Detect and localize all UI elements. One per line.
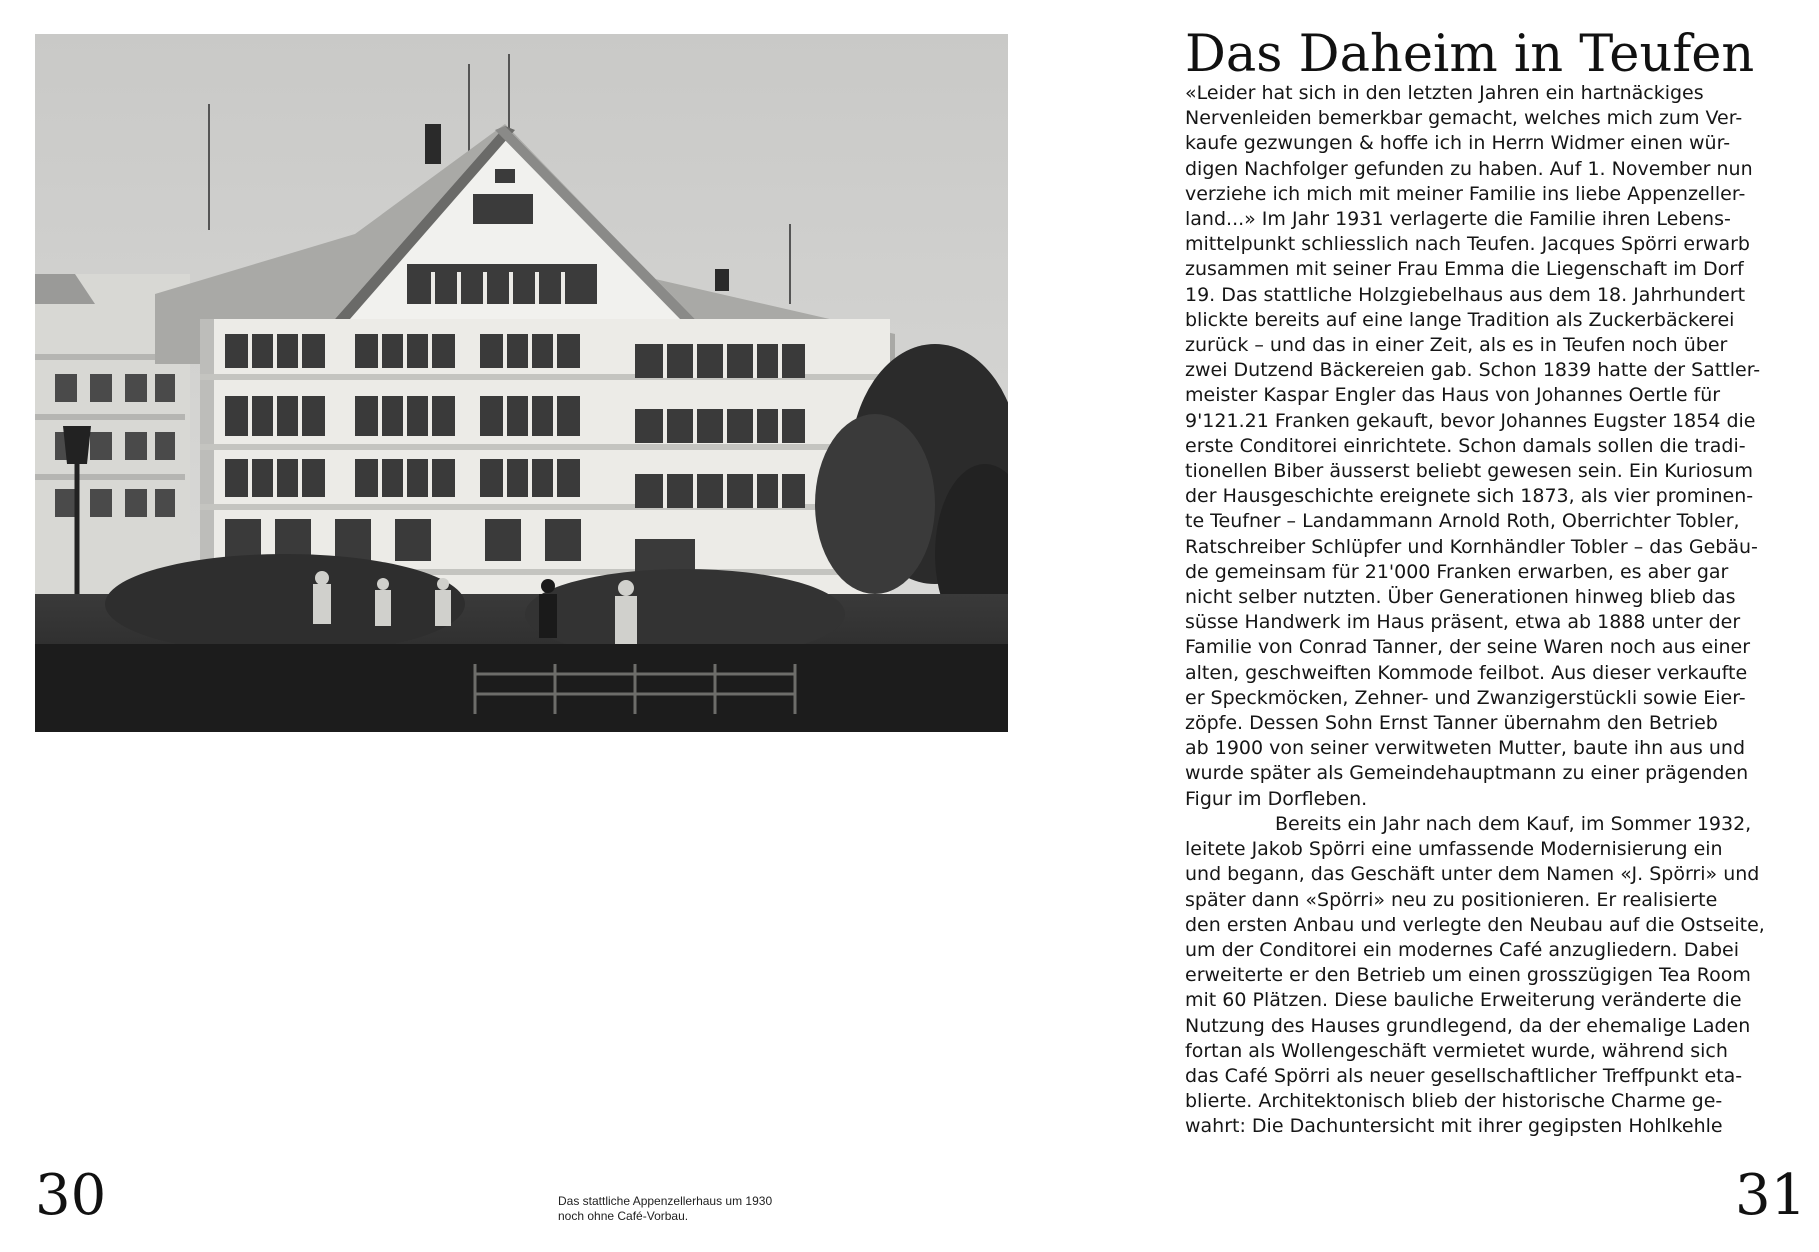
text-line: meister Kaspar Engler das Haus von Johannes Oertle für: [1185, 384, 1721, 407]
text-line: fortan als Wollengeschäft vermietet wurde, während sich: [1185, 1039, 1728, 1062]
text-line: er Speckmöcken, Zehner- und Zwanzigerstückli sowie Eier-: [1185, 686, 1746, 709]
text-line: tionellen Biber äusserst beliebt gewesen sein. Ein Kuriosum: [1185, 460, 1753, 483]
historic-house-photo: [35, 34, 1008, 732]
text-line: Nervenleiden bemerkbar gemacht, welches mich zum Ver-: [1185, 107, 1743, 130]
text-line: erweiterte er den Betrieb um einen grosszügigen Tea Room: [1185, 964, 1751, 987]
photo-caption: [558, 1194, 888, 1224]
text-line: wurde später als Gemeindehauptmann zu einer prägenden: [1185, 762, 1749, 785]
text-line: Nutzung des Hauses grundlegend, da der ehemalige Laden: [1185, 1014, 1751, 1037]
text-line: und begann, das Geschäft unter dem Namen «J. Spörri» und: [1185, 863, 1760, 886]
text-line: kaufe gezwungen & hoffe ich in Herrn Widmer einen wür-: [1185, 132, 1731, 155]
text-line: nicht selber nutzten. Über Generationen hinweg blieb das: [1185, 586, 1736, 609]
text-line: süsse Handwerk im Haus präsent, etwa ab 1888 unter der: [1185, 611, 1741, 634]
text-line: verziehe ich mich mit meiner Familie ins liebe Appenzeller-: [1185, 182, 1746, 205]
text-line: zwei Dutzend Bäckereien gab. Schon 1839 hatte der Sattler-: [1185, 359, 1761, 382]
article-body: [1185, 81, 1805, 1140]
text-line: wahrt: Die Dachuntersicht mit ihrer gegipsten Hohlkehle: [1185, 1115, 1723, 1138]
text-line: um der Conditorei ein modernes Café anzugliedern. Dabei: [1185, 938, 1740, 961]
text-line: später dann «Spörri» neu zu positionieren. Er realisierte: [1185, 888, 1718, 911]
text-line: erste Conditorei einrichtete. Schon damals sollen die tradi-: [1185, 434, 1746, 457]
caption-line: noch ohne Café-Vorbau.: [558, 1209, 689, 1223]
text-line: den ersten Anbau und verlegte den Neubau auf die Ostseite,: [1185, 913, 1765, 936]
text-line: ab 1900 von seiner verwitweten Mutter, baute ihn aus und: [1185, 737, 1746, 760]
text-line: alten, geschweiften Kommode feilbot. Aus dieser verkaufte: [1185, 661, 1748, 684]
page-number-right: 31: [1735, 1163, 1807, 1228]
text-line: zöpfe. Dessen Sohn Ernst Tanner übernahm den Betrieb: [1185, 712, 1718, 735]
text-line: land...» Im Jahr 1931 verlagerte die Familie ihren Lebens-: [1185, 208, 1731, 231]
text-line: Figur im Dorfleben.: [1185, 787, 1368, 810]
building-illustration: [35, 34, 1008, 732]
page-number-left: 30: [35, 1163, 107, 1228]
chapter-title: Das Daheim in Teufen: [1185, 25, 1755, 84]
text-line: te Teufner – Landammann Arnold Roth, Oberrichter Tobler,: [1185, 510, 1740, 533]
text-line: zusammen mit seiner Frau Emma die Liegenschaft im Dorf: [1185, 258, 1744, 281]
text-line: Familie von Conrad Tanner, der seine Waren noch aus einer: [1185, 636, 1751, 659]
text-line: mittelpunkt schliesslich nach Teufen. Jacques Spörri erwarb: [1185, 233, 1750, 256]
text-line: blierte. Architektonisch blieb der historische Charme ge-: [1185, 1090, 1723, 1113]
text-line: de gemeinsam für 21'000 Franken erwarben, es aber gar: [1185, 560, 1729, 583]
text-line: 9'121.21 Franken gekauft, bevor Johannes Eugster 1854 die: [1185, 409, 1756, 432]
text-line: Ratschreiber Schlüpfer und Kornhändler Tobler – das Gebäu-: [1185, 535, 1758, 558]
text-line: leitete Jakob Spörri eine umfassende Modernisierung ein: [1185, 838, 1723, 861]
text-line: mit 60 Plätzen. Diese bauliche Erweiterung veränderte die: [1185, 989, 1742, 1012]
text-line: das Café Spörri als neuer gesellschaftlicher Treffpunkt eta-: [1185, 1064, 1743, 1087]
text-line: 19. Das stattliche Holzgiebelhaus aus dem 18. Jahrhundert: [1185, 283, 1746, 306]
caption-line: Das stattliche Appenzellerhaus um 1930: [558, 1194, 773, 1208]
text-line: zurück – und das in einer Zeit, als es in Teufen noch über: [1185, 334, 1728, 357]
text-line: der Hausgeschichte ereignete sich 1873, als vier prominen-: [1185, 485, 1754, 508]
text-line: blickte bereits auf eine lange Tradition als Zuckerbäckerei: [1185, 308, 1735, 331]
text-line: «Leider hat sich in den letzten Jahren ein hartnäckiges: [1185, 82, 1704, 104]
text-line: digen Nachfolger gefunden zu haben. Auf 1. November nun: [1185, 157, 1753, 180]
paragraph-start-line: Bereits ein Jahr nach dem Kauf, im Sommer 1932,: [1275, 812, 1752, 835]
